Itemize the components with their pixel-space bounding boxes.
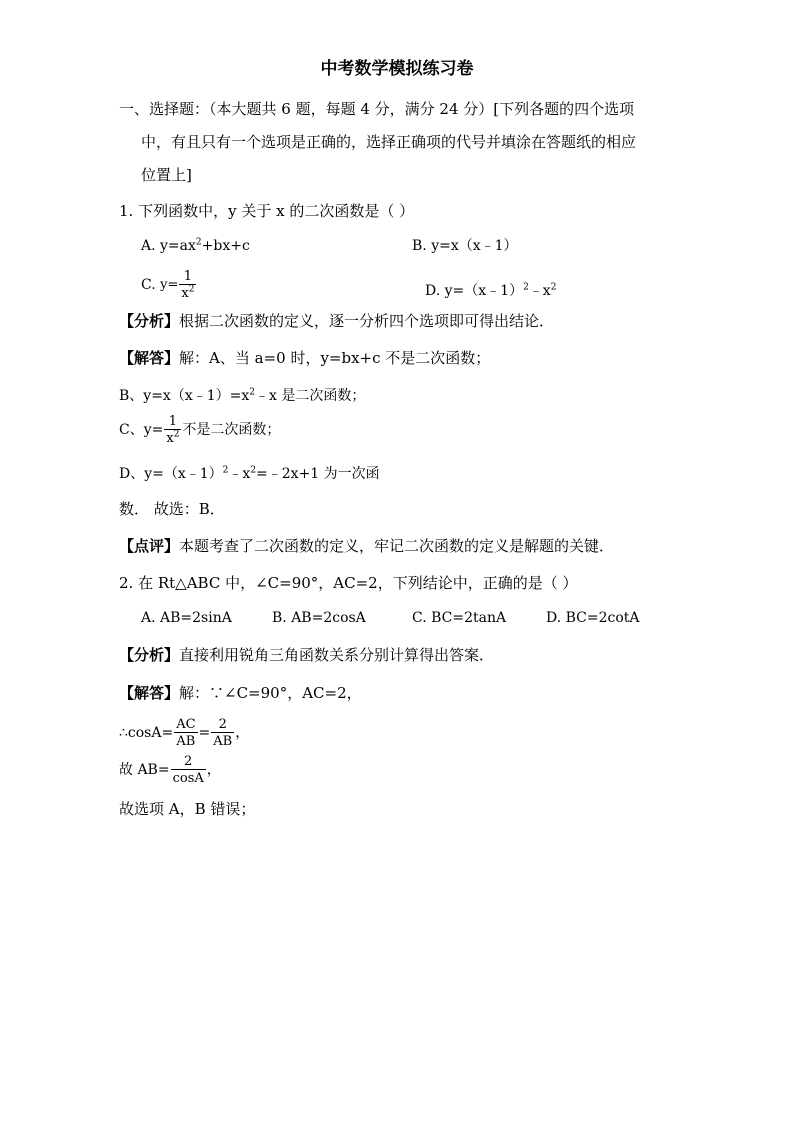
q1-option-c: C. y= $\frac{1}{x^2}$: [141, 269, 195, 301]
q2-option-b: B. AB=2cosA: [272, 610, 366, 626]
q1-solution-d-continued: 数． 故选：B．: [119, 500, 225, 518]
fraction: $\frac{2}{\cos A}$: [172, 754, 204, 786]
q1-solution: 【解答】解：A、当 a=0 时，y=bx+c 不是二次函数；: [119, 349, 491, 367]
section-instruction-line-2: 中，有且只有一个选项是正确的，选择正确项的代号并填涂在答题纸的相应: [141, 133, 637, 151]
fraction: $\frac{1}{x^2}$: [181, 269, 195, 301]
q2-option-c: C. BC=2tanA: [412, 610, 507, 626]
q2-solution: 【解答】解：∵∠C=90°，AC=2，: [119, 684, 362, 702]
q1-solution-d: D、$y=(x﹣1)^2﹣x^2=﹣2x+1$ 为一次函: [119, 465, 380, 482]
q1-option-b: B. y=x（x﹣1）: [412, 238, 518, 254]
section-instruction-line-1: 一、选择题：（本大题共 6 题，每题 4 分，满分 24 分）[下列各题的四个选项: [119, 100, 635, 118]
q2-stem: 2. 在 Rt△ABC 中，∠C=90°，AC=2，下列结论中，正确的是（ ）: [119, 574, 578, 592]
q2-cos-equation: ∴cosA= $\frac{AC}{AB}$ = $\frac{2}{AB}$ ，: [119, 717, 250, 749]
q1-solution-b: B、$y=x(x﹣1)=x^2﹣x$ 是二次函数；: [119, 387, 366, 404]
q2-option-a: A. AB=2sinA: [141, 610, 232, 626]
q2-ab-equation: 故 AB= $\frac{2}{\cos A}$ ，: [119, 754, 221, 786]
section-instruction-line-3: 位置上]: [141, 166, 192, 184]
fraction: $\frac{1}{x^2}$: [166, 414, 180, 446]
q2-option-d: D. BC=2cotA: [546, 610, 640, 626]
q1-option-a: A. $y=ax^2+bx+c$: [141, 237, 250, 254]
q2-analysis: 【分析】直接利用锐角三角函数关系分别计算得出答案．: [119, 646, 495, 664]
q1-comment: 【点评】本题考查了二次函数的定义，牢记二次函数的定义是解题的关键．: [119, 537, 615, 555]
page-title: 中考数学模拟练习卷: [320, 59, 474, 79]
q1-analysis: 【分析】根据二次函数的定义，逐一分析四个选项即可得出结论．: [119, 312, 555, 330]
q2-conclusion: 故选项 A，B 错误；: [119, 800, 256, 818]
q1-stem: 1. 下列函数中，y 关于 x 的二次函数是（ ）: [119, 202, 415, 220]
fraction: $\frac{2}{AB}$: [213, 717, 233, 749]
q1-solution-c: C、y= $\frac{1}{x^2}$ 不是二次函数；: [119, 414, 281, 446]
q1-option-d: D. $y=(x﹣1)^2﹣x^2$: [425, 282, 557, 299]
fraction: $\frac{AC}{AB}$: [176, 717, 196, 749]
